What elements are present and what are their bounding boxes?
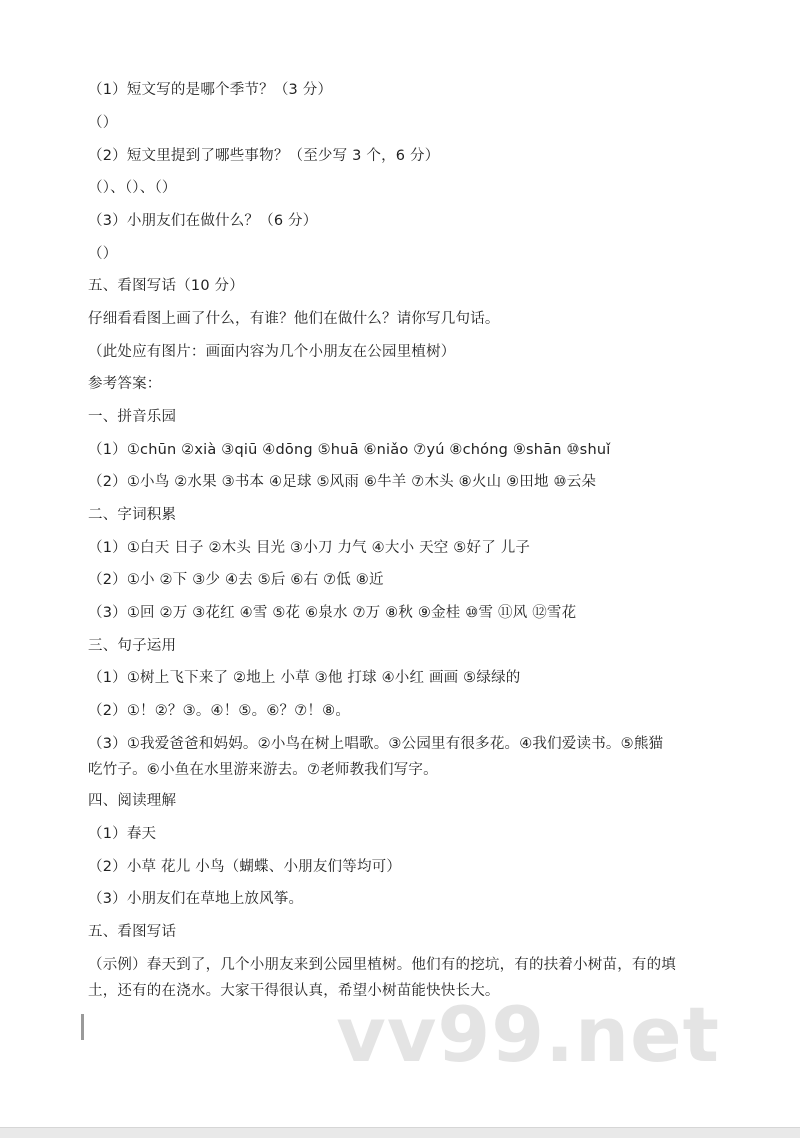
answer-line: （1）①chūn ②xià ③qiū ④dōng ⑤huā ⑥niǎo ⑦yú ⑧chóng ⑨shān ⑩shuǐ [88, 442, 611, 458]
section-heading: 三、句子运用 [88, 638, 177, 654]
answer-blank-line: （） [88, 115, 118, 131]
text-cursor [81, 1014, 84, 1040]
sample-essay-line: 土，还有的在浇水。大家干得很认真，希望小树苗能快快长大。 [88, 983, 500, 999]
answer-line: （2）①小鸟 ②水果 ③书本 ④足球 ⑤风雨 ⑥牛羊 ⑦木头 ⑧火山 ⑨田地 ⑩云朵 [88, 474, 597, 490]
answer-key-heading: 参考答案： [88, 376, 162, 392]
answer-blank-line: （） [88, 246, 118, 262]
answer-line: （3）①回 ②万 ③花红 ④雪 ⑤花 ⑥泉水 ⑦万 ⑧秋 ⑨金桂 ⑩雪 ⑪风 ⑫雪花 [88, 605, 577, 621]
section-heading: 一、拼音乐园 [88, 409, 177, 425]
answer-line: （2）小草 花儿 小鸟（蝴蝶、小朋友们等均可） [88, 859, 402, 875]
sample-essay-line: （示例）春天到了，几个小朋友来到公园里植树。他们有的挖坑，有的扶着小树苗，有的填 [88, 957, 676, 973]
page-bottom-edge [0, 1127, 800, 1138]
answer-line: （1）春天 [88, 826, 157, 842]
question-1-line: （1）短文写的是哪个季节？（3 分） [88, 82, 333, 98]
watermark: vv99.net [336, 990, 720, 1079]
section-heading: 五、看图写话（10 分） [88, 278, 244, 294]
answer-line-continued: 吃竹子。⑥小鱼在水里游来游去。⑦老师教我们写字。 [88, 762, 438, 778]
question-3-line: （3）小朋友们在做什么？（6 分） [88, 213, 318, 229]
instruction-text: 仔细看看图上画了什么，有谁？他们在做什么？请你写几句话。 [88, 311, 500, 327]
answer-blank-line: （）、（）、（） [88, 180, 177, 196]
question-2-line: （2）短文里提到了哪些事物？（至少写 3 个，6 分） [88, 148, 440, 164]
answer-line: （2）①！②？③。④！⑤。⑥？⑦！⑧。 [88, 703, 351, 719]
answer-line: （2）①小 ②下 ③少 ④去 ⑤后 ⑥右 ⑦低 ⑧近 [88, 572, 384, 588]
image-placeholder-note: （此处应有图片：画面内容为几个小朋友在公园里植树） [88, 344, 456, 360]
section-heading: 四、阅读理解 [88, 793, 177, 809]
section-heading: 五、看图写话 [88, 924, 177, 940]
answer-line: （1）①树上飞下来了 ②地上 小草 ③他 打球 ④小红 画画 ⑤绿绿的 [88, 670, 521, 686]
answer-line: （1）①白天 日子 ②木头 目光 ③小刀 力气 ④大小 天空 ⑤好了 儿子 [88, 540, 531, 556]
answer-line: （3）小朋友们在草地上放风筝。 [88, 891, 304, 907]
section-heading: 二、字词积累 [88, 507, 177, 523]
answer-line: （3）①我爱爸爸和妈妈。②小鸟在树上唱歌。③公园里有很多花。④我们爱读书。⑤熊猫 [88, 736, 664, 752]
